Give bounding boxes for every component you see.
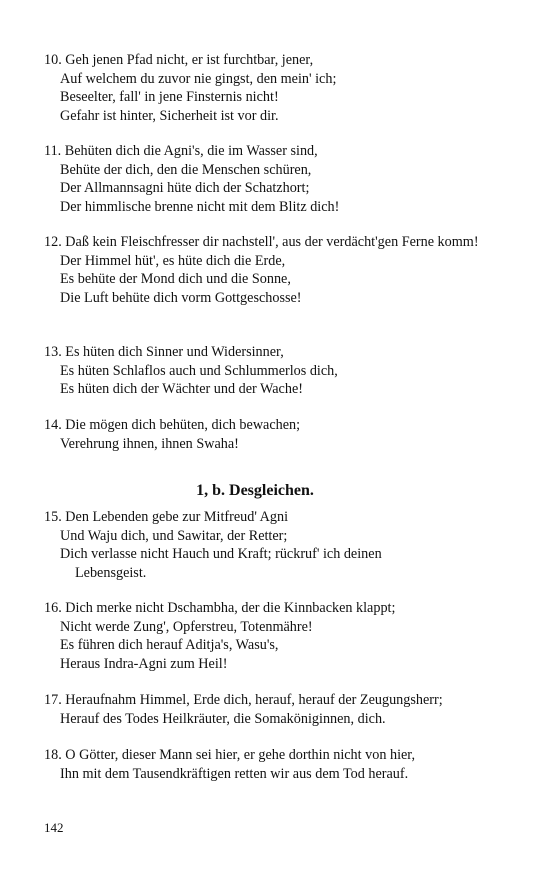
verse-line: 11. Behüten dich die Agni's, die im Wasser sind, (44, 143, 318, 159)
verse-line: Es behüte der Mond dich und die Sonne, (60, 271, 291, 288)
verse-line: 18. O Götter, dieser Mann sei hier, er gehe dorthin nicht von hier, (44, 747, 416, 763)
verse-line: 13. Es hüten dich Sinner und Widersinner, (44, 344, 284, 360)
verse-line: Beseelter, fall' in jene Finsternis nicht! (60, 89, 279, 106)
verse-line: Es hüten dich der Wächter und der Wache! (60, 381, 303, 398)
section-heading: 1, b. Desgleichen. (196, 482, 314, 499)
verse-17 (44, 691, 484, 728)
verse-13 (44, 343, 484, 399)
verse-line: Die Luft behüte dich vorm Gottgeschosse! (60, 289, 302, 306)
verse-line: 14. Die mögen dich behüten, dich bewachen; (44, 417, 301, 433)
verse-11 (44, 142, 484, 216)
verse-14 (44, 416, 484, 453)
verse-12 (44, 233, 484, 307)
verse-line: Dich verlasse nicht Hauch und Kraft; rückruf' ich deinen (60, 546, 382, 563)
page-number: 142 (44, 820, 64, 835)
verse-10 (44, 51, 484, 125)
verse-line: Ihn mit dem Tausendkräftigen retten wir aus dem Tod herauf. (60, 765, 409, 782)
verse-line: Es führen dich herauf Aditja's, Wasu's, (60, 637, 279, 654)
verse-line: Gefahr ist hinter, Sicherheit ist vor dir. (60, 107, 279, 124)
verse-line: Der himmlische brenne nicht mit dem Blitz dich! (60, 198, 340, 215)
verse-line: 10. Geh jenen Pfad nicht, er ist furchtbar, jener, (44, 52, 314, 68)
verse-line: Nicht werde Zung', Opferstreu, Totenmähre! (60, 618, 313, 635)
verse-line: Der Himmel hüt', es hüte dich die Erde, (60, 252, 286, 269)
verse-line: 12. Daß kein Fleischfresser dir nachstell', aus der verdächt'gen Ferne komm! (44, 234, 479, 250)
verse-line: 15. Den Lebenden gebe zur Mitfreud' Agni (44, 509, 289, 525)
verse-16 (44, 599, 484, 673)
verse-line: Es hüten Schlaflos auch und Schlummerlos dich, (60, 362, 338, 379)
verse-line: 17. Heraufnahm Himmel, Erde dich, herauf, herauf der Zeugungsherr; (44, 692, 443, 708)
verse-line: Lebensgeist. (75, 564, 147, 581)
verse-line: Auf welchem du zuvor nie gingst, den mein' ich; (60, 70, 337, 87)
verse-line: Verehrung ihnen, ihnen Swaha! (60, 435, 239, 452)
verse-15 (44, 508, 484, 582)
verse-line: Heraus Indra-Agni zum Heil! (60, 655, 228, 672)
verse-line: Behüte der dich, den die Menschen schüren, (60, 161, 312, 178)
verse-line: 16. Dich merke nicht Dschambha, der die Kinnbacken klappt; (44, 600, 396, 616)
verse-line: Herauf des Todes Heilkräuter, die Somaköniginnen, dich. (60, 710, 386, 727)
verse-line: Und Waju dich, und Sawitar, der Retter; (60, 527, 288, 544)
verse-18 (44, 746, 484, 783)
verse-line: Der Allmannsagni hüte dich der Schatzhort; (60, 180, 310, 197)
